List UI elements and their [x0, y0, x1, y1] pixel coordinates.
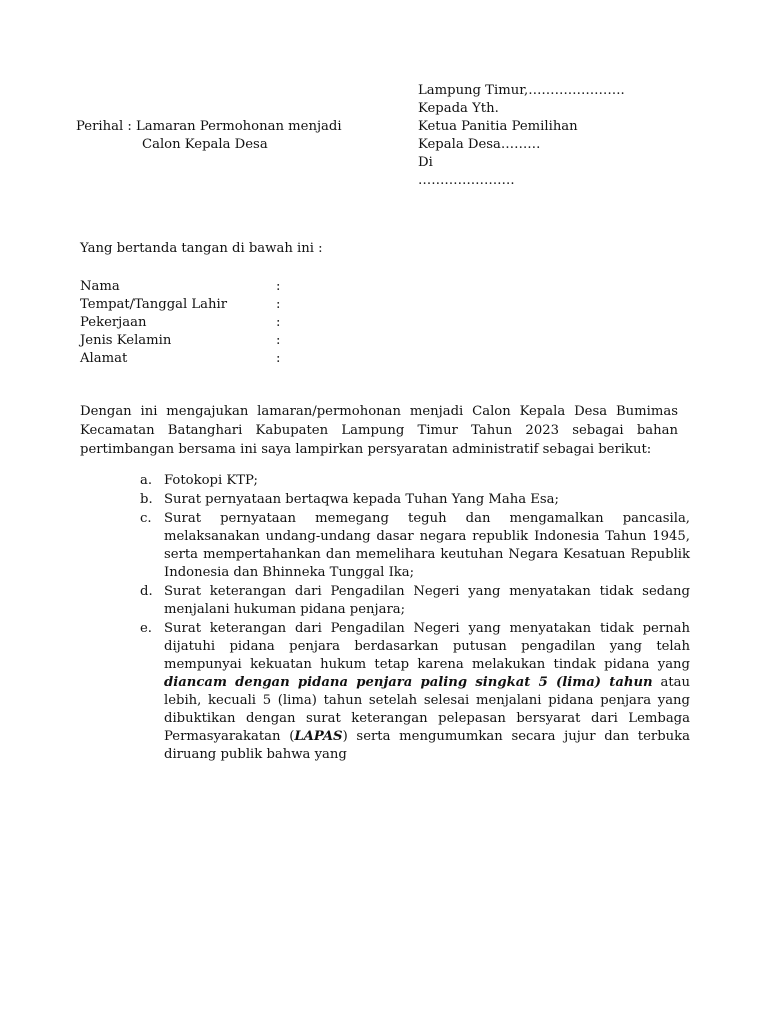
subject-line-2: Calon Kepala Desa [142, 137, 268, 152]
requirement-text: Surat pernyataan bertaqwa kepada Tuhan Yang Maha Esa; [164, 492, 559, 507]
requirement-item-b [140, 491, 690, 509]
place-date: Lampung Timur,…………………. [418, 83, 625, 98]
list-marker: c. [140, 511, 152, 526]
recipient-at: Di [418, 155, 433, 170]
field-label: Tempat/Tanggal Lahir [80, 297, 228, 312]
requirements-list [140, 472, 690, 764]
recipient-title: Ketua Panitia Pemilihan [418, 119, 578, 134]
field-nama [80, 278, 281, 296]
field-colon: : [276, 315, 281, 330]
field-label: Nama [80, 279, 120, 294]
recipient-village-head: Kepala Desa……… [418, 137, 541, 152]
subject-line-1: Perihal : Lamaran Permohonan menjadi [76, 119, 342, 134]
intro-text: Yang bertanda tangan di bawah ini : [80, 241, 323, 256]
requirement-item-e [140, 620, 690, 764]
requirement-text: Surat keterangan dari Pengadilan Negeri yang menyatakan tidak sedang menjalani hukuman pidana penjara; [164, 584, 690, 617]
recipient-address-block [418, 82, 625, 190]
requirement-emphasis: diancam dengan pidana penjara paling singkat 5 (lima) tahun [164, 675, 653, 690]
subject-block [76, 118, 342, 154]
field-colon: : [276, 297, 281, 312]
list-marker: d. [140, 584, 153, 599]
requirement-text-part-2: atau lebih, kecuali 5 (lima) tahun setelah selesai menjalani pidana penjara yang dibuktikan dengan surat keterangan pelepasan bersyarat dari Lembaga Permasyarakatan ( [164, 675, 690, 744]
field-colon: : [276, 279, 281, 294]
list-marker: b. [140, 492, 153, 507]
requirement-text-part-3: ) serta mengumumkan secara jujur dan terbuka diruang publik bahwa yang [164, 729, 690, 762]
field-label: Pekerjaan [80, 315, 147, 330]
requirement-text-part-1: Surat keterangan dari Pengadilan Negeri yang menyatakan tidak pernah dijatuhi pidana penjara berdasarkan putusan pengadilan yang telah mempunyai kekuatan hukum tetap karena melakukan tindak pidana yang [164, 621, 690, 672]
application-paragraph: Dengan ini mengajukan lamaran/permohonan menjadi Calon Kepala Desa Bumimas Kecamatan Batanghari Kabupaten Lampung Timur Tahun 2023 sebagai bahan pertimbangan bersama ini saya lampirkan persyaratan administratif sebagai berikut: [80, 404, 678, 457]
field-label: Alamat [80, 351, 128, 366]
lapas-abbreviation: LAPAS [294, 729, 343, 744]
requirement-item-c [140, 510, 690, 582]
list-marker: e. [140, 621, 152, 636]
greeting: Kepada Yth. [418, 101, 499, 116]
field-alamat [80, 350, 281, 368]
field-pekerjaan [80, 314, 281, 332]
applicant-fields [80, 278, 281, 368]
field-jenis-kelamin [80, 332, 281, 350]
field-colon: : [276, 333, 281, 348]
requirement-text: Surat pernyataan memegang teguh dan mengamalkan pancasila, melaksanakan undang-undang dasar negara republik Indonesia Tahun 1945, serta mempertahankan dan memelihara keutuhan Negara Kesatuan Republik Indonesia dan Bhinneka Tunggal Ika; [164, 511, 690, 580]
field-colon: : [276, 351, 281, 366]
recipient-location: …………………. [418, 173, 515, 188]
requirement-item-d [140, 583, 690, 619]
requirement-text: Fotokopi KTP; [164, 473, 258, 488]
requirement-item-a [140, 472, 690, 490]
field-tempat-tanggal-lahir [80, 296, 281, 314]
field-label: Jenis Kelamin [80, 333, 172, 348]
list-marker: a. [140, 473, 153, 488]
